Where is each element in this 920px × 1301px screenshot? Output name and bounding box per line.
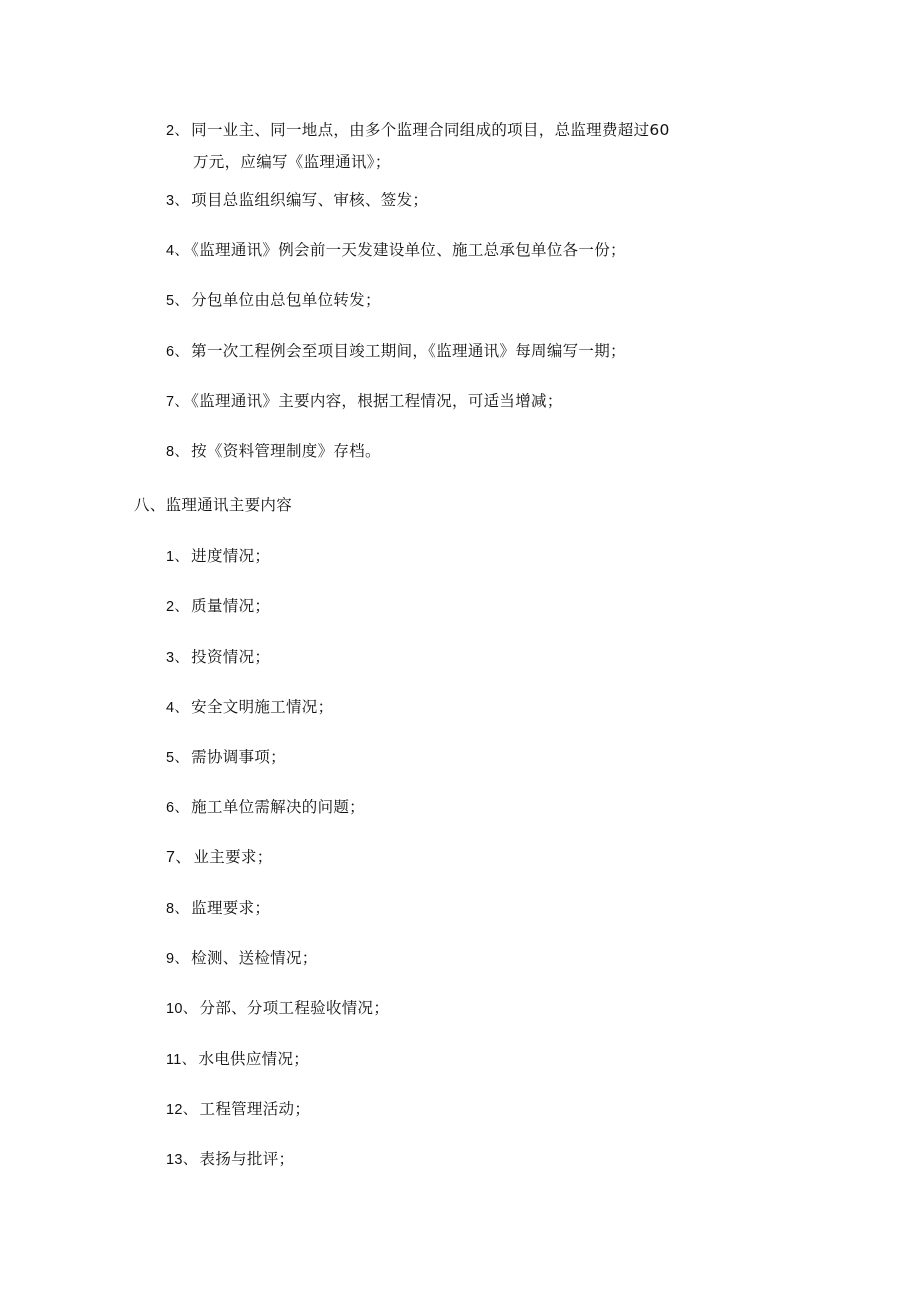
list-item	[166, 1099, 310, 1120]
item-number: 3、	[166, 193, 190, 209]
item-text: 工程管理活动；	[199, 1100, 311, 1118]
list-item	[166, 797, 365, 818]
item-number: 2、	[166, 123, 190, 139]
item-text: 水电供应情况；	[198, 1050, 310, 1068]
item-text: 安全文明施工情况；	[191, 698, 334, 716]
list-item	[166, 120, 670, 141]
item-text: 《监理通讯》例会前一天发建设单位、施工总承包单位各一份；	[191, 241, 626, 259]
item-number: 7、	[166, 394, 190, 410]
item-text: 需协调事项；	[191, 748, 286, 766]
item-number: 5、	[166, 293, 190, 309]
list-item	[166, 998, 389, 1019]
list-item	[166, 441, 381, 462]
list-item	[166, 847, 273, 868]
list-item	[166, 596, 270, 617]
item-number: 8、	[166, 444, 190, 460]
list-item-continuation	[193, 152, 391, 172]
item-number: 10、	[166, 1001, 198, 1017]
list-item	[166, 697, 333, 718]
list-item	[166, 190, 428, 211]
item-number: 3、	[166, 650, 190, 666]
item-text: 监理要求；	[191, 899, 271, 917]
list-item	[166, 1049, 309, 1070]
list-item	[166, 546, 270, 567]
item-text: 《监理通讯》主要内容，根据工程情况，可适当增减；	[191, 392, 563, 410]
item-text: 第一次工程例会至项目竣工期间，《监理通讯》每周编写一期；	[191, 342, 626, 360]
item-text: 施工单位需解决的问题；	[191, 798, 365, 816]
item-text: 进度情况；	[191, 547, 271, 565]
list-item	[166, 391, 563, 412]
section-heading: 八、监理通讯主要内容	[134, 496, 293, 514]
list-item	[166, 747, 286, 768]
list-item	[166, 647, 270, 668]
item-number: 12、	[166, 1102, 198, 1118]
item-text: 检测、送检情况；	[191, 949, 318, 967]
item-number: 4、	[166, 700, 190, 716]
list-item	[166, 240, 626, 261]
item-text: 万元，应编写《监理通讯》；	[193, 153, 391, 171]
item-text: 分包单位由总包单位转发；	[191, 291, 381, 309]
item-text: 投资情况；	[191, 648, 271, 666]
item-number: 2、	[166, 599, 190, 615]
item-number: 6、	[166, 800, 190, 816]
item-text: 同一业主、同一地点，由多个监理合同组成的项目，总监理费超过60	[191, 121, 670, 139]
item-text: 分部、分项工程验收情况；	[199, 999, 390, 1017]
item-number: 6、	[166, 344, 190, 360]
item-number: 13、	[166, 1152, 198, 1168]
item-number: 5、	[166, 750, 190, 766]
item-text: 表扬与批评；	[199, 1150, 295, 1168]
item-number: 8、	[166, 901, 190, 917]
item-number: 11、	[166, 1052, 197, 1068]
list-item	[166, 1149, 294, 1170]
item-text: 项目总监组织编写、审核、签发；	[191, 191, 429, 209]
item-number: 7、	[166, 849, 192, 866]
list-item	[166, 290, 381, 311]
item-text: 质量情况；	[191, 597, 271, 615]
item-text: 业主要求；	[193, 848, 273, 866]
item-text: 按《资料管理制度》存档。	[191, 442, 381, 460]
list-item	[166, 948, 318, 969]
list-item	[166, 341, 626, 362]
item-number: 1、	[166, 549, 190, 565]
list-item	[166, 898, 270, 919]
item-number: 4、	[166, 243, 190, 259]
item-number: 9、	[166, 951, 190, 967]
